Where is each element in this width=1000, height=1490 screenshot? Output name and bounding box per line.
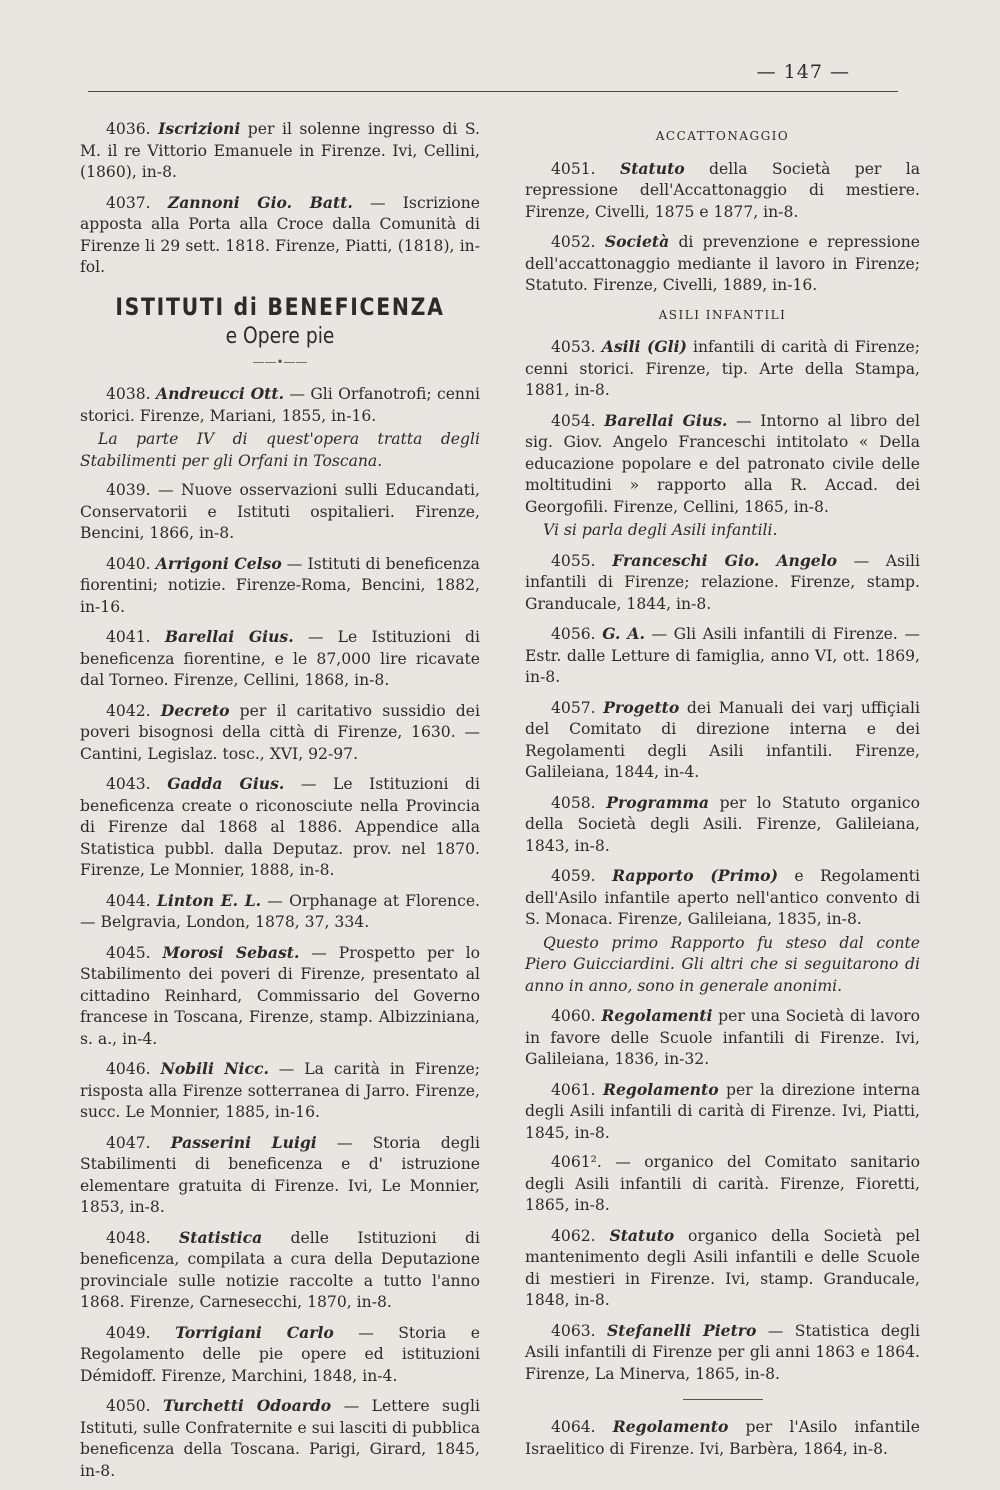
bibliography-entry (80, 1058, 480, 1124)
entry-author: Decreto (160, 700, 230, 720)
bibliography-entry (80, 1132, 480, 1219)
entry-text: — Storia e Regolamento delle pie opere ed istituzioni Démidoff. Firenze, Marchini, 1848, in-4. (80, 1323, 480, 1385)
bibliography-entry (525, 1152, 920, 1217)
entry-text: per il solenne ingresso di S. M. il re Vittorio Emanuele in Firenze. Ivi, Cellini, (1860), in-8. (80, 120, 480, 181)
bibliography-entry (525, 336, 920, 402)
entry-number: 4048. (106, 1228, 179, 1247)
entry-text: — Le Istituzioni di beneficenza fiorentine, e le 87,000 lire ricavate dal Torneo. Firenze, Cellini, 1868, in-8. (80, 628, 480, 689)
page-header (88, 55, 898, 95)
entry-author: Società (604, 232, 670, 251)
entry-note: Vi si parla degli Asili infantili. (543, 521, 778, 539)
entry-author: Iscrizioni (158, 119, 241, 138)
entry-number: 4042. (106, 701, 161, 720)
entry-text: e Regolamenti dell'Asilo infantile aperto nell'antico convento di S. Monaca. Firenze, Galileiana, 1835, in-8. (525, 867, 920, 928)
entry-author: G. A. (602, 624, 645, 643)
bibliography-entry (80, 890, 480, 934)
entry-author: Andreucci Ott. (156, 384, 284, 403)
entry-author: Regolamenti (601, 1006, 713, 1025)
entry-number: 4043. (106, 775, 168, 793)
entry-text: organico della Società pel mantenimento degli Asili infantili e delle Scuole di mestieri in Firenze. Ivi, stamp. Granducale, 1848, in-8. (525, 1226, 920, 1309)
entry-author: Arrigoni Celso (155, 553, 282, 573)
entry-author: Zannoni Gio. Batt. (167, 192, 353, 212)
entry-text: — Istituti di beneficenza fiorentini; notizie. Firenze-Roma, Bencini, 1882, in-16. (80, 554, 480, 616)
entry-number: 4039. (106, 481, 159, 499)
entry-number: 4057. (551, 698, 604, 717)
entry-number: 4063. (551, 1321, 607, 1340)
bibliography-entry (80, 1322, 480, 1388)
divider (683, 1399, 763, 1400)
entry-text: — Le Istituzioni di beneficenza create o riconosciute nella Provincia di Firenze dal 1868 al 1886. Appendice alla Statistica pubbl. dalla Deputaz. prov. nel 1870. Firenze, Le Monnier, 1888, in-8. (80, 775, 480, 879)
entry-number: 4040. (106, 554, 156, 573)
entry-author: Programma (606, 792, 709, 812)
entry-author: Passerini Luigi (170, 1132, 317, 1152)
entry-number: 4060. (551, 1007, 602, 1025)
heading-accattonaggio: ACCATTONAGGIO (655, 129, 790, 143)
entry-text: per il caritativo sussidio dei poveri bisognosi della città di Firenze, 1630. — Cantini, Legislaz. tosc., XVI, 92-97. (80, 701, 480, 763)
entry-number: 4061². (551, 1153, 616, 1171)
entry-text: — organico del Comitato sanitario degli Asili infantili di carità. Firenze, Fioretti, 1865, in-8. (525, 1153, 920, 1214)
entry-text: della Società per la repressione dell'Accattonaggio di mestiere. Firenze, Civelli, 1875 e 1877, in-8. (525, 159, 920, 221)
entry-number: 4038. (106, 385, 157, 403)
section-subtitle: e Opere pie (225, 324, 335, 349)
heading-asili: ASILI INFANTILI (658, 307, 787, 322)
bibliography-entry (525, 410, 920, 519)
bibliography-entry (80, 553, 480, 619)
ornament: ——•—— (252, 354, 308, 369)
entry-text: — Gli Orfanotrofi; cenni storici. Firenze, Mariani, 1855, in-16. (80, 385, 481, 425)
entry-number: 4053. (551, 338, 602, 356)
bibliography-entry (80, 773, 480, 882)
entry-number: 4054. (551, 411, 605, 430)
entry-text: per lo Statuto organico della Società degli Asili. Firenze, Galileiana, 1843, in-8. (525, 793, 920, 855)
bibliography-entry (525, 1079, 920, 1145)
entry-author: Rapporto (Primo) (612, 866, 778, 885)
entry-text: — Iscrizione apposta alla Porta alla Croce dalla Comunità di Firenze li 29 sett. 1818. Firenze, Piatti, (1818), in-fol. (80, 193, 480, 276)
entries-accattonaggio (525, 158, 920, 297)
section-title: ISTITUTI di BENEFICENZA (115, 292, 445, 321)
entry-text: — Intorno al libro del sig. Giov. Angelo Franceschi intitolato « Della educazione popolare e del patronato civile delle moltitudini » rapporto alla R. Accad. dei Georgofili. Firenze, Cellini, 1865, in-8. (525, 411, 921, 516)
entry-author: Barellai Gius. (604, 410, 728, 430)
entries-asili (525, 336, 920, 1385)
bibliography-entry (525, 697, 920, 784)
entry-number: 4044. (106, 891, 157, 910)
entry-number: 4041. (106, 628, 165, 646)
bibliography-entry (80, 700, 480, 766)
entry-text: — Nuove osservazioni sulli Educandati, Conservatorii e Istituti ospitalieri. Firenze, Bencini, 1866, in-8. (80, 481, 480, 542)
entry-number: 4036. (106, 120, 159, 138)
entry-number: 4046. (106, 1060, 161, 1078)
entry-author: Morosi Sebast. (162, 942, 300, 962)
entry-text: — Prospetto per lo Stabilimento dei poveri di Firenze, presentato al cittadino Reinhard, Commissario del Governo francese in Toscana, Firenze, stamp. Albizziniana, s. a., in-4. (80, 943, 480, 1048)
entry-author: Regolamento (603, 1079, 719, 1099)
entry-author: Statuto (609, 1225, 675, 1245)
bibliography-entry (525, 623, 920, 689)
bibliography-entry (525, 865, 920, 931)
entries-final (525, 1416, 920, 1460)
entry-text: per la direzione interna degli Asili infantili di carità di Firenze. Ivi, Piatti, 1845, in-8. (525, 1080, 920, 1142)
bibliography-entry (80, 942, 480, 1051)
entries-beneficenza (80, 383, 480, 1482)
entry-text: — Statistica degli Asili infantili di Firenze per gli anni 1863 e 1864. Firenze, La Minerva, 1865, in-8. (525, 1321, 920, 1383)
entry-author: Asili (Gli) (601, 337, 687, 356)
bibliography-entry (80, 118, 480, 184)
bibliography-entry (525, 550, 920, 616)
entry-text: di prevenzione e repressione dell'accattonaggio mediante il lavoro in Firenze; Statuto. Firenze, Civelli, 1889, in-16. (525, 233, 920, 294)
bibliography-entry (525, 792, 920, 858)
entry-author: Statistica (179, 1227, 263, 1247)
entry-author: Linton E. L. (156, 890, 262, 910)
right-column (525, 118, 920, 1468)
entry-author: Stefanelli Pietro (606, 1320, 757, 1340)
bibliography-entry (525, 1320, 920, 1386)
entry-number: 4056. (551, 625, 603, 643)
entry-text: delle Istituzioni di beneficenza, compilata a cura della Deputazione provinciale sulle notizie raccolte a tutto l'anno 1868. Firenze, Carnesecchi, 1870, in-8. (80, 1228, 480, 1311)
entry-author: Franceschi Gio. Angelo (612, 550, 838, 570)
entry-number: 4051. (551, 159, 620, 178)
entry-number: 4045. (106, 943, 163, 962)
entry-number: 4037. (106, 193, 168, 212)
entry-author: Statuto (619, 158, 685, 178)
bibliography-entry (80, 1227, 480, 1314)
left-column (80, 118, 480, 1490)
entry-number: 4047. (106, 1133, 171, 1152)
entry-number: 4062. (551, 1226, 610, 1245)
entry-text: — Lettere sugli Istituti, sulle Confraternite e sui lasciti di pubblica beneficenza della Toscana. Parigi, Girard, 1845, in-8. (80, 1397, 480, 1480)
entry-author: Progetto (603, 697, 680, 717)
entry-number: 4064. (551, 1418, 613, 1436)
entry-text: — Storia degli Stabilimenti di beneficenza e d' istruzione elementare gratuita di Firenze. Ivi, Le Monnier, 1853, in-8. (80, 1133, 480, 1216)
header-rule (88, 91, 898, 92)
entries-top (80, 118, 480, 279)
entry-number: 4049. (106, 1323, 176, 1342)
entry-note: La parte IV di quest'opera tratta degli Stabilimenti per gli Orfani in Toscana. (80, 430, 480, 470)
entry-author: Nobili Nicc. (160, 1059, 269, 1078)
entry-text: — Asili infantili di Firenze; relazione. Firenze, stamp. Granducale, 1844, in-8. (525, 551, 920, 613)
entry-author: Regolamento (612, 1417, 729, 1436)
entry-text: dei Manuali dei varj uffiçiali del Comitato di direzione interna e dei Regolamenti degli Asili infantili. Firenze, Galileiana, 1844, in-4. (525, 698, 920, 781)
entry-author: Gadda Gius. (167, 774, 285, 793)
entry-number: 4055. (551, 551, 613, 570)
entry-number: 4052. (551, 233, 605, 251)
bibliography-entry (80, 383, 480, 427)
entry-number: 4061. (551, 1080, 604, 1099)
bibliography-entry (80, 480, 480, 545)
entry-text: per una Società di lavoro in favore delle Scuole infantili di Firenze. Ivi, Galileiana, 1836, in-32. (525, 1007, 920, 1068)
entry-text: infantili di carità di Firenze; cenni storici. Firenze, tip. Arte della Stampa, 1881, in-8. (525, 338, 921, 399)
bibliography-entry (525, 1225, 920, 1312)
entry-number: 4059. (551, 867, 613, 885)
bibliography-entry (80, 626, 480, 692)
entry-number: 4058. (551, 793, 607, 812)
entry-author: Turchetti Odoardo (163, 1396, 332, 1415)
entry-text: — Orphanage at Florence. — Belgravia, London, 1878, 37, 334. (80, 891, 481, 931)
entry-author: Torrigiani Carlo (175, 1322, 334, 1342)
entry-note: Questo primo Rapporto fu steso dal conte Piero Guicciardini. Gli altri che si seguitarono di anno in anno, sono in generale anonimi. (525, 933, 920, 995)
bibliography-entry (80, 192, 480, 279)
bibliography-entry (525, 1005, 920, 1071)
bibliography-entry (525, 231, 920, 297)
bibliography-entry (525, 158, 920, 224)
entry-text: per l'Asilo infantile Israelitico di Firenze. Ivi, Barbèra, 1864, in-8. (525, 1418, 920, 1458)
entry-number: 4050. (106, 1397, 164, 1415)
page-number: — 147 — (756, 61, 850, 83)
entry-text: — Gli Asili infantili di Firenze. — Estr. dalle Letture di famiglia, anno VI, ott. 1869, in-8. (525, 625, 920, 686)
entry-text: — La carità in Firenze; risposta alla Firenze sotterranea di Jarro. Firenze, succ. Le Monnier, 1885, in-16. (80, 1060, 480, 1121)
bibliography-entry (80, 1395, 480, 1482)
bibliography-entry (525, 1416, 920, 1460)
entry-author: Barellai Gius. (164, 627, 294, 646)
